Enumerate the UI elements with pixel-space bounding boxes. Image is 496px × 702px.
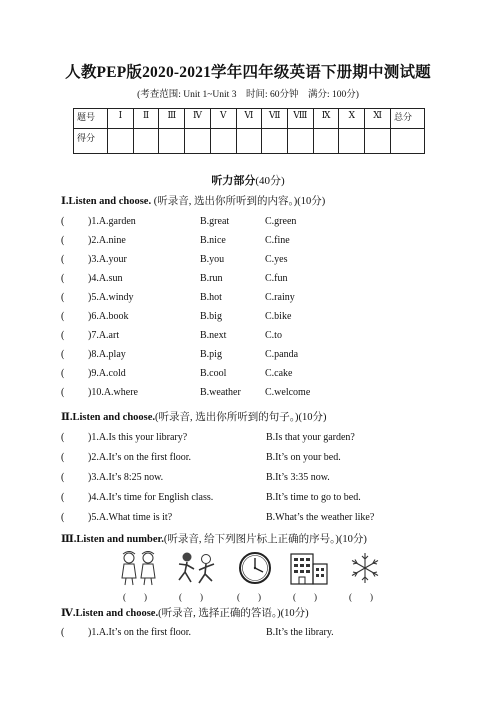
section-4-heading [61,605,309,620]
picture-answer-paren[interactable]: ( ) [293,592,317,602]
option-b: B.nice [200,235,226,246]
option-b: B.Is that your garden? [266,432,355,443]
children-picture-icon [117,550,161,586]
option-a: )3.A.It’s 8:25 now. [88,472,164,483]
clock-picture-icon [233,550,277,586]
option-a: )4.A.sun [88,273,123,284]
score-table-cell: Ⅸ [313,109,339,129]
section-heading-bold: Ⅱ.Listen and choose. [61,412,156,423]
picture-answer-paren[interactable]: ( ) [237,592,261,602]
section-2-heading [61,409,327,424]
option-b: B.cool [200,368,227,379]
picture-answer-paren[interactable]: ( ) [123,592,147,602]
answer-paren[interactable]: ( [61,216,65,227]
option-a: )2.A.nine [88,235,126,246]
score-table-cell: 总分 [391,109,425,129]
picture-answer-paren[interactable]: ( ) [179,592,203,602]
answer-paren[interactable]: ( [61,452,65,463]
option-a: )2.A.It’s on the first floor. [88,452,192,463]
option-b: B.you [200,254,225,265]
option-b: B.It’s the library. [266,627,334,638]
building-picture-icon [287,550,331,586]
option-b: B.weather [200,387,241,398]
part-score-text: (40分) [255,175,285,187]
option-a: )7.A.art [88,330,120,341]
score-table-score-row [74,129,425,154]
score-input-cell[interactable] [339,129,365,154]
score-table [73,108,425,154]
option-c: C.fine [265,235,290,246]
answer-paren[interactable]: ( [61,368,65,379]
option-a: )10.A.where [88,387,138,398]
option-c: C.green [265,216,297,227]
score-input-cell[interactable] [185,129,211,154]
snowflake-picture-icon [343,550,387,586]
option-a: )5.A.windy [88,292,134,303]
score-input-cell[interactable] [262,129,288,154]
answer-paren[interactable]: ( [61,254,65,265]
option-b: B.It’s time to go to bed. [266,492,361,503]
running-kids-picture-icon [175,550,219,586]
section-3-heading [61,531,367,546]
section-heading-rest: (听录音, 选择正确的答语。)(10分) [158,608,309,619]
option-c: C.cake [265,368,293,379]
answer-paren[interactable]: ( [61,330,65,341]
option-b: B.pig [200,349,222,360]
option-a: )4.A.It’s time for English class. [88,492,214,503]
score-table-cell: Ⅳ [185,109,211,129]
score-input-cell[interactable] [391,129,425,154]
score-input-cell[interactable] [236,129,262,154]
option-b: B.big [200,311,222,322]
score-input-cell[interactable] [159,129,185,154]
score-table-cell: Ⅹ [339,109,365,129]
option-a: )1.A.garden [88,216,136,227]
section-heading-rest: (听录音, 选出你所听到的内容。)(10分) [151,196,326,207]
answer-paren[interactable]: ( [61,292,65,303]
option-a: )8.A.play [88,349,126,360]
option-b: B.It’s on your bed. [266,452,341,463]
score-table-cell: Ⅰ [108,109,134,129]
score-table-cell: Ⅷ [288,109,314,129]
section-heading-bold: Ⅰ.Listen and choose. [61,196,152,207]
section-1-heading [61,193,325,208]
score-table-cell: 题号 [74,109,108,129]
option-c: C.bike [265,311,292,322]
option-a: )5.A.What time is it? [88,512,173,523]
score-table-cell: Ⅶ [262,109,288,129]
section-heading-rest: (听录音, 选出你所听到的句子。)(10分) [155,412,327,423]
option-b: B.It’s 3:35 now. [266,472,330,483]
option-a: )6.A.book [88,311,129,322]
score-input-cell[interactable] [133,129,159,154]
option-b: B.What’s the weather like? [266,512,375,523]
answer-paren[interactable]: ( [61,273,65,284]
answer-paren[interactable]: ( [61,432,65,443]
answer-paren[interactable]: ( [61,472,65,483]
answer-paren[interactable]: ( [61,512,65,523]
picture-answer-paren[interactable]: ( ) [349,592,373,602]
answer-paren[interactable]: ( [61,627,65,638]
score-input-cell[interactable] [108,129,134,154]
option-b: B.great [200,216,230,227]
option-c: C.to [265,330,282,341]
option-c: C.yes [265,254,288,265]
option-b: B.run [200,273,223,284]
option-c: C.welcome [265,387,311,398]
picture-row [117,550,387,602]
option-a: )1.A.Is this your library? [88,432,188,443]
answer-paren[interactable]: ( [61,387,65,398]
option-a: )9.A.cold [88,368,126,379]
answer-paren[interactable]: ( [61,235,65,246]
score-table-cell: Ⅲ [159,109,185,129]
option-a: )1.A.It’s on the first floor. [88,627,192,638]
score-input-cell[interactable] [288,129,314,154]
section-heading-rest: (听录音, 给下列图片标上正确的序号。)(10分) [163,534,367,545]
option-c: C.panda [265,349,299,360]
section-heading-bold: Ⅲ.Listen and number. [61,534,164,545]
score-table-header-row [74,109,425,129]
option-c: C.rainy [265,292,295,303]
listening-part-title [0,172,496,188]
answer-paren[interactable]: ( [61,492,65,503]
answer-paren[interactable]: ( [61,311,65,322]
option-c: C.fun [265,273,288,284]
score-table-cell: Ⅱ [133,109,159,129]
page-title: 人教PEP版2020-2021学年四年级英语下册期中测试题 [65,64,431,81]
score-table-cell: Ⅺ [365,109,391,129]
score-table-cell: Ⅴ [210,109,236,129]
score-table-cell: 得分 [74,129,108,154]
section-heading-bold: Ⅳ.Listen and choose. [61,608,159,619]
answer-paren[interactable]: ( [61,349,65,360]
score-input-cell[interactable] [210,129,236,154]
option-a: )3.A.your [88,254,127,265]
score-table-cell: Ⅵ [236,109,262,129]
option-b: B.next [200,330,227,341]
score-input-cell[interactable] [365,129,391,154]
part-title-text: 听力部分 [211,175,256,187]
option-b: B.hot [200,292,222,303]
score-input-cell[interactable] [313,129,339,154]
exam-scope-subtitle: (考查范围: Unit 1~Unit 3 时间: 60分钟 满分: 100分) [137,90,359,100]
